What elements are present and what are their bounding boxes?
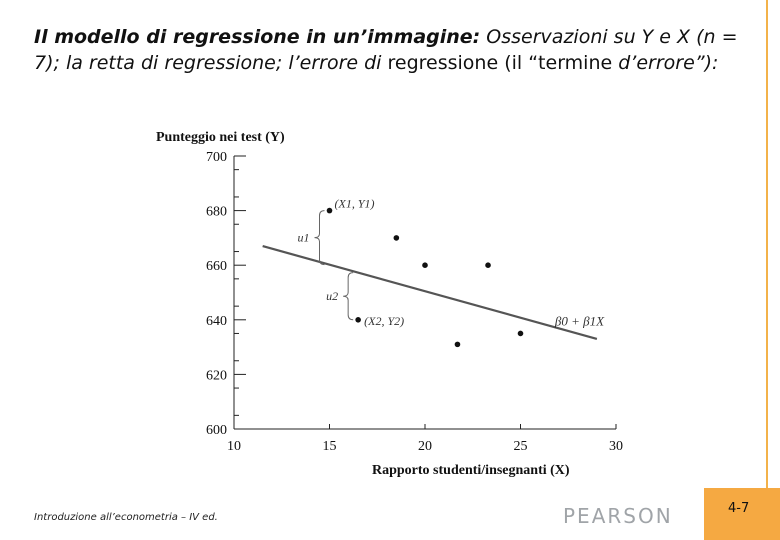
error-brace-u2 (343, 273, 353, 320)
heading-text-5: d’errore”): (612, 52, 719, 74)
data-point (518, 331, 524, 337)
x-axis-title: Rapporto studenti/insegnanti (X) (372, 463, 570, 478)
u1-label: u1 (297, 230, 310, 245)
y-axis-title: Punteggio nei test (Y) (156, 130, 285, 145)
data-point (485, 262, 491, 268)
error-brace-u1 (315, 211, 325, 265)
u2-label: u2 (326, 289, 339, 304)
page-number: 4-7 (728, 501, 750, 516)
heading-text-4: regressione (il “termine (387, 52, 613, 74)
chart-svg (150, 120, 650, 480)
regression-line-label: β0 + β1X (554, 313, 605, 329)
heading-text-3: di (358, 52, 388, 74)
pearson-logo: PEARSON (563, 504, 673, 528)
x-tick-label: 15 (322, 439, 337, 454)
regression-line (263, 246, 597, 339)
point1-label: (X1, Y1) (334, 196, 375, 211)
point2-label: (X2, Y2) (364, 313, 405, 328)
footer-book-title: Introduzione all’econometria – IV ed. (34, 512, 218, 523)
y-tick-label: 680 (206, 204, 227, 220)
x-tick-label: 30 (609, 439, 623, 454)
x-tick-label: 20 (418, 439, 432, 454)
heading-text-2: di regressione; l’errore (141, 52, 359, 74)
y-tick-label: 600 (206, 423, 227, 438)
heading-title: Il modello di regressione in un’immagine: (34, 26, 481, 48)
data-point (355, 317, 361, 323)
x-tick-label: 10 (227, 439, 241, 454)
data-point (394, 235, 400, 241)
heading-text-1: Osservazioni su Y e X (n = 7); la retta (34, 26, 738, 74)
data-point (327, 208, 333, 214)
slide-heading (34, 24, 754, 76)
x-tick-label: 25 (513, 439, 528, 454)
y-tick-label: 660 (206, 259, 227, 275)
data-point (455, 342, 461, 348)
regression-chart (150, 120, 650, 480)
y-tick-label: 640 (206, 313, 227, 329)
data-point (422, 262, 428, 268)
y-tick-label: 620 (206, 368, 227, 384)
y-tick-label: 700 (206, 150, 227, 165)
right-accent-rule (766, 0, 768, 488)
